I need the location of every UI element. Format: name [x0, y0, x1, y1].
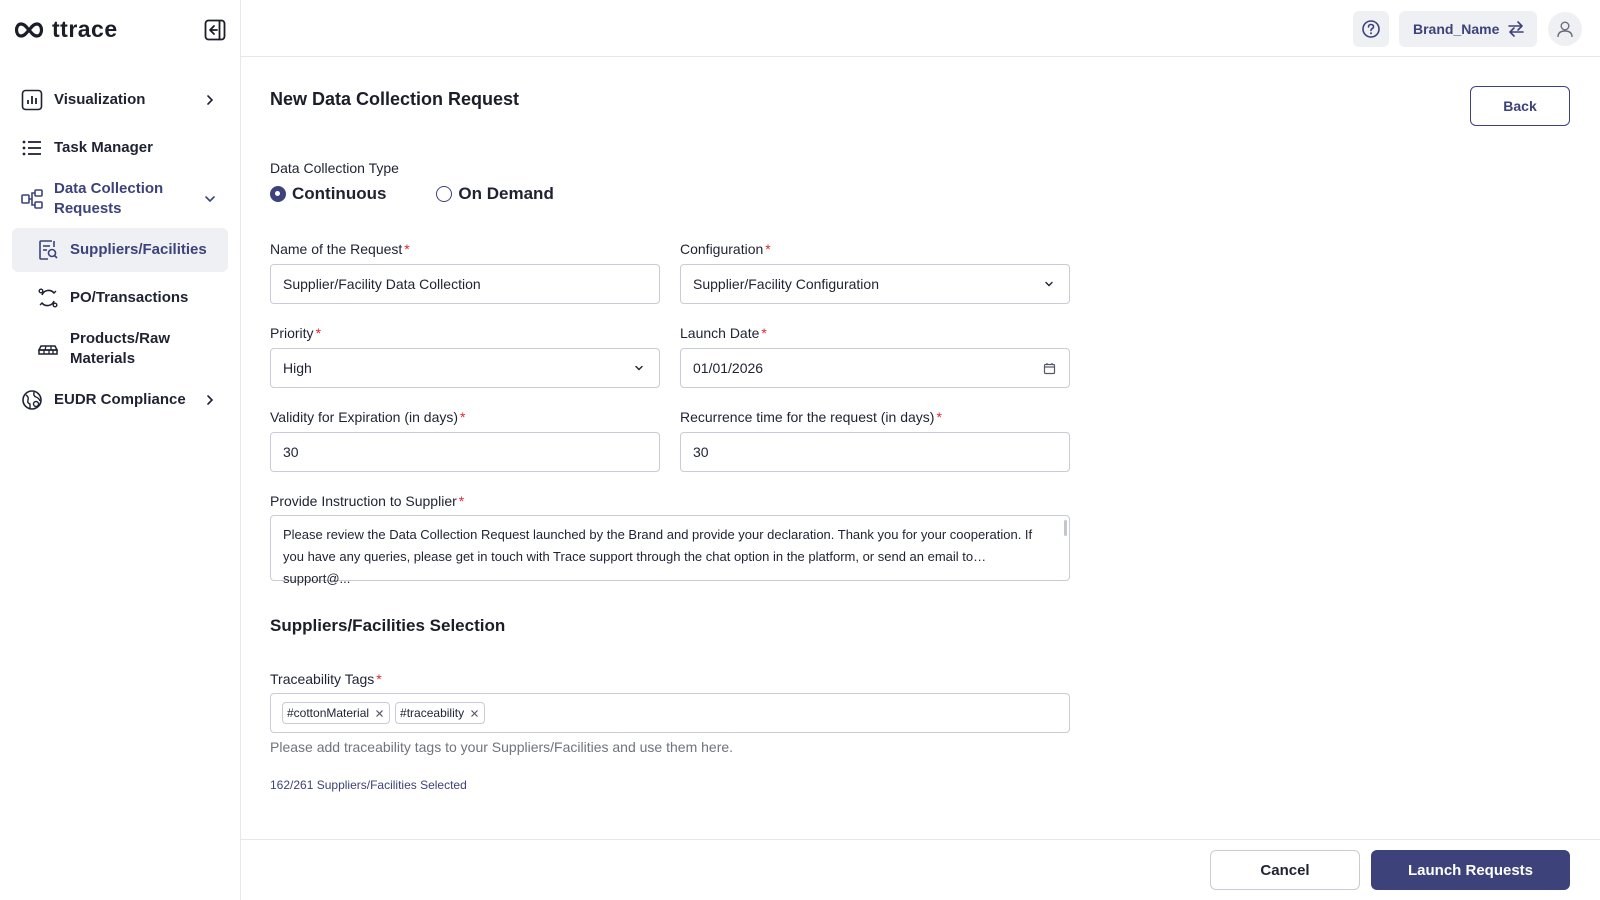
document-search-icon: [36, 238, 60, 262]
tag-label: #cottonMaterial: [287, 706, 370, 720]
required-asterisk: *: [376, 671, 382, 687]
sidebar-item-label: Suppliers/Facilities: [70, 241, 207, 258]
user-icon: [1555, 19, 1575, 39]
collapse-sidebar-button[interactable]: [202, 17, 228, 43]
sidebar-nav: [12, 78, 228, 426]
validity-label-text: Validity for Expiration (in days): [270, 409, 459, 425]
traceability-tags-input[interactable]: [270, 693, 1070, 733]
radio-label: On Demand: [458, 184, 554, 203]
configuration-select[interactable]: [680, 264, 1070, 304]
launch-requests-button[interactable]: Launch Requests: [1371, 850, 1570, 890]
instruction-label: [270, 493, 464, 509]
collection-type-label-text: Data Collection Type: [270, 160, 399, 176]
sidebar-item-task-manager[interactable]: [12, 126, 228, 170]
validity-value: 30: [283, 444, 299, 460]
help-button[interactable]: [1353, 11, 1389, 47]
traceability-tags-label: [270, 671, 382, 687]
required-asterisk: *: [761, 325, 767, 341]
required-asterisk: *: [404, 241, 410, 257]
textarea-scrollbar[interactable]: [1064, 520, 1067, 536]
tags-hint: Please add traceability tags to your Suppliers/Facilities and use them here.: [270, 739, 734, 755]
configuration-label: [680, 241, 771, 257]
radio-dot[interactable]: [270, 186, 286, 202]
infinity-logo-icon: [12, 20, 46, 40]
required-asterisk: *: [458, 493, 465, 509]
refresh-icon: [36, 286, 60, 310]
instruction-textarea[interactable]: [270, 515, 1070, 586]
priority-label: [270, 325, 321, 341]
calendar-icon[interactable]: [1041, 360, 1057, 376]
instruction-text: Please review the Data Collection Request launched by the Brand and provide your declaration. Thank you for your cooperation. If you have any queries, please get in touch with Trace support through the chat option in the platform, or send an email to support@...: [283, 527, 1033, 586]
cancel-button[interactable]: Cancel: [1210, 850, 1360, 890]
configuration-label-text: Configuration: [680, 241, 764, 257]
recurrence-label: [680, 409, 942, 425]
chevron-right-icon: [202, 92, 218, 108]
sidebar-item-visualization[interactable]: [12, 78, 228, 122]
collection-type-label: [270, 160, 399, 176]
chevron-down-icon: [631, 360, 647, 376]
request-name-label: [270, 241, 410, 257]
sidebar-item-po-transactions[interactable]: [12, 276, 228, 320]
logo[interactable]: [12, 16, 118, 43]
required-asterisk: *: [315, 325, 322, 341]
remove-tag-icon[interactable]: [373, 707, 385, 719]
validity-label: [270, 409, 466, 425]
sidebar-item-data-collection-requests[interactable]: [12, 174, 228, 224]
request-name-input[interactable]: [270, 264, 660, 304]
sidebar-item-label: Task Manager: [54, 139, 153, 156]
tag-label: #traceability: [400, 706, 465, 720]
sidebar-item-label: PO/Transactions: [70, 289, 189, 306]
launch-date-input[interactable]: [680, 348, 1070, 388]
page-title: New Data Collection Request: [270, 89, 520, 109]
sidebar-item-products-raw-materials[interactable]: [12, 324, 228, 374]
brand-name: Brand_Name: [1413, 21, 1500, 37]
traceability-tags-label-text: Traceability Tags: [270, 671, 375, 687]
sidebar-item-label: EUDR Compliance: [54, 391, 186, 408]
radio-on-demand[interactable]: [436, 184, 553, 204]
bar-chart-icon: [20, 88, 44, 112]
help-icon: [1361, 19, 1381, 39]
priority-select[interactable]: [270, 348, 660, 388]
back-button[interactable]: Back: [1470, 86, 1570, 126]
required-asterisk: *: [460, 409, 466, 425]
sidebar-item-label: Visualization: [54, 91, 146, 108]
sidebar-item-suppliers-facilities[interactable]: [12, 228, 228, 272]
instruction-label-text: Provide Instruction to Supplier: [270, 493, 457, 509]
launch-date-value: 01/01/2026: [693, 360, 764, 376]
recurrence-value: 30: [693, 444, 709, 460]
stack-icon: [36, 337, 60, 361]
chevron-right-icon: [202, 392, 218, 408]
request-name-value: Supplier/Facility Data Collection: [283, 276, 481, 292]
radio-label: Continuous: [292, 184, 387, 203]
brand-switcher-button[interactable]: [1399, 11, 1537, 47]
priority-value: High: [283, 360, 312, 376]
user-avatar-button[interactable]: [1548, 12, 1582, 46]
top-bar: [241, 0, 1600, 57]
collapse-left-icon: [204, 19, 226, 41]
validity-input[interactable]: [270, 432, 660, 472]
remove-tag-icon[interactable]: [468, 707, 480, 719]
sidebar-item-label: Data Collection Requests: [54, 180, 164, 217]
recurrence-label-text: Recurrence time for the request (in days): [680, 409, 935, 425]
radio-dot[interactable]: [436, 186, 452, 202]
sidebar-item-eudr-compliance[interactable]: [12, 378, 228, 422]
selected-count-link[interactable]: 162/261 Suppliers/Facilities Selected: [270, 778, 467, 792]
launch-date-label: [680, 325, 767, 341]
tag-chip: [282, 702, 390, 724]
collection-type-radio-group: [270, 184, 604, 204]
radio-continuous[interactable]: [270, 184, 386, 204]
recurrence-input[interactable]: [680, 432, 1070, 472]
priority-label-text: Priority: [270, 325, 314, 341]
request-name-label-text: Name of the Request: [270, 241, 403, 257]
launch-date-label-text: Launch Date: [680, 325, 760, 341]
globe-icon: [20, 388, 44, 412]
tag-chip: [395, 702, 485, 724]
logo-text: ttrace: [52, 16, 118, 42]
chevron-down-icon: [1041, 276, 1057, 292]
switch-arrows-icon: [1507, 20, 1525, 38]
flow-icon: [20, 187, 44, 211]
sidebar-item-label: Products/Raw Materials: [70, 330, 171, 367]
configuration-value: Supplier/Facility Configuration: [693, 276, 879, 292]
required-asterisk: *: [765, 241, 771, 257]
list-icon: [20, 136, 44, 160]
section-title-selection: Suppliers/Facilities Selection: [270, 616, 506, 635]
chevron-down-icon: [202, 191, 218, 207]
required-asterisk: *: [936, 409, 942, 425]
sidebar: [0, 0, 241, 900]
